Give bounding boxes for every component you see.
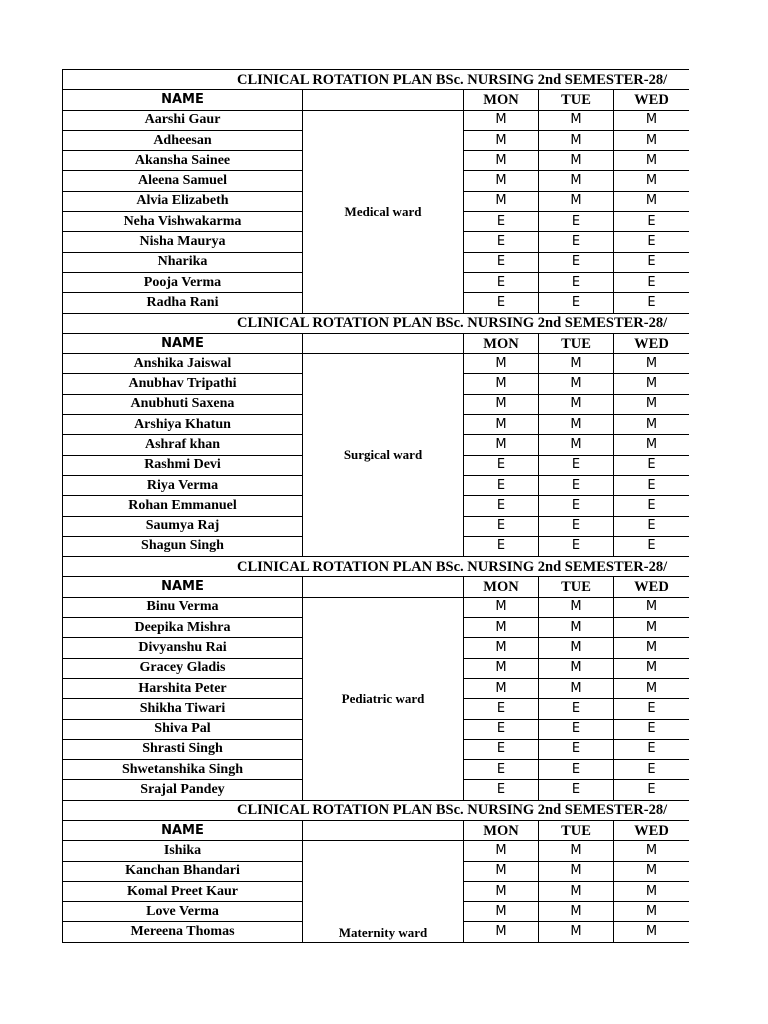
student-name: Anshika Jaiswal: [63, 354, 303, 374]
tue-shift: E: [539, 536, 614, 556]
tue-shift: E: [539, 699, 614, 719]
tue-shift: M: [539, 658, 614, 678]
wed-shift: E: [614, 780, 690, 800]
mon-shift: E: [464, 232, 539, 252]
mon-shift: E: [464, 252, 539, 272]
name-column-header: NAME: [63, 90, 303, 110]
section-title: CLINICAL ROTATION PLAN BSc. NURSING 2nd SEMESTER-28/: [63, 557, 690, 577]
student-name: Srajal Pandey: [63, 780, 303, 800]
tue-shift: M: [539, 841, 614, 861]
student-name: Harshita Peter: [63, 678, 303, 698]
student-name: Divyanshu Rai: [63, 638, 303, 658]
wed-column-header: WED: [614, 90, 690, 110]
student-name: Komal Preet Kaur: [63, 881, 303, 901]
tue-shift: E: [539, 719, 614, 739]
tue-shift: M: [539, 881, 614, 901]
tue-shift: E: [539, 252, 614, 272]
tue-shift: E: [539, 780, 614, 800]
student-name: Shikha Tiwari: [63, 699, 303, 719]
tue-shift: M: [539, 130, 614, 150]
wed-shift: M: [614, 394, 690, 414]
mon-shift: M: [464, 618, 539, 638]
wed-shift: M: [614, 658, 690, 678]
student-name: Neha Vishwakarma: [63, 212, 303, 232]
wed-shift: E: [614, 699, 690, 719]
name-column-header: NAME: [63, 820, 303, 840]
student-name: Kanchan Bhandari: [63, 861, 303, 881]
wed-shift: E: [614, 272, 690, 292]
table-row: [63, 354, 690, 374]
student-name: Nisha Maurya: [63, 232, 303, 252]
wed-column-header: WED: [614, 820, 690, 840]
student-name: Shwetanshika Singh: [63, 760, 303, 780]
wed-shift: M: [614, 435, 690, 455]
mon-shift: M: [464, 638, 539, 658]
wed-shift: E: [614, 536, 690, 556]
student-name: Riya Verma: [63, 475, 303, 495]
mon-shift: M: [464, 922, 539, 942]
student-name: Pooja Verma: [63, 272, 303, 292]
tue-shift: M: [539, 110, 614, 130]
wed-shift: M: [614, 191, 690, 211]
mon-shift: M: [464, 841, 539, 861]
student-name: Anubhuti Saxena: [63, 394, 303, 414]
tue-column-header: TUE: [539, 333, 614, 353]
tue-shift: M: [539, 597, 614, 617]
student-name: Shrasti Singh: [63, 739, 303, 759]
wed-shift: M: [614, 618, 690, 638]
mon-shift: E: [464, 293, 539, 313]
tue-shift: M: [539, 861, 614, 881]
tue-shift: M: [539, 191, 614, 211]
wed-shift: M: [614, 354, 690, 374]
student-name: Rohan Emmanuel: [63, 496, 303, 516]
tue-shift: M: [539, 415, 614, 435]
wed-shift: E: [614, 252, 690, 272]
wed-shift: E: [614, 496, 690, 516]
mon-shift: M: [464, 415, 539, 435]
mon-column-header: MON: [464, 577, 539, 597]
tue-shift: E: [539, 232, 614, 252]
student-name: Gracey Gladis: [63, 658, 303, 678]
student-name: Adheesan: [63, 130, 303, 150]
wed-shift: M: [614, 415, 690, 435]
tue-shift: E: [539, 739, 614, 759]
mon-shift: E: [464, 536, 539, 556]
wed-shift: E: [614, 212, 690, 232]
section-title: CLINICAL ROTATION PLAN BSc. NURSING 2nd SEMESTER-28/: [63, 800, 690, 820]
rotation-plan-table: [62, 69, 689, 943]
wed-shift: E: [614, 739, 690, 759]
mon-column-header: MON: [464, 820, 539, 840]
mon-shift: E: [464, 272, 539, 292]
student-name: Rashmi Devi: [63, 455, 303, 475]
mon-shift: E: [464, 475, 539, 495]
mon-shift: M: [464, 881, 539, 901]
ward-label: Surgical ward: [303, 354, 464, 557]
tue-shift: M: [539, 171, 614, 191]
student-name: Love Verma: [63, 902, 303, 922]
tue-shift: E: [539, 516, 614, 536]
wed-column-header: WED: [614, 333, 690, 353]
header-row: [63, 820, 690, 840]
student-name: Saumya Raj: [63, 516, 303, 536]
student-name: Deepika Mishra: [63, 618, 303, 638]
mon-shift: E: [464, 760, 539, 780]
tue-shift: M: [539, 394, 614, 414]
mon-shift: M: [464, 374, 539, 394]
rotation-plan-body: [63, 70, 690, 943]
rotation-plan-sheet: [62, 69, 689, 943]
student-name: Alvia Elizabeth: [63, 191, 303, 211]
wed-shift: E: [614, 719, 690, 739]
mon-shift: M: [464, 658, 539, 678]
student-name: Binu Verma: [63, 597, 303, 617]
tue-shift: E: [539, 272, 614, 292]
wed-shift: M: [614, 171, 690, 191]
section-title: CLINICAL ROTATION PLAN BSc. NURSING 2nd SEMESTER-28/: [63, 70, 690, 90]
mon-shift: M: [464, 902, 539, 922]
mon-shift: M: [464, 597, 539, 617]
header-row: [63, 90, 690, 110]
wed-shift: E: [614, 475, 690, 495]
wed-shift: M: [614, 841, 690, 861]
section-title-row: [63, 800, 690, 820]
tue-shift: M: [539, 435, 614, 455]
ward-column-header: [303, 577, 464, 597]
name-column-header: NAME: [63, 577, 303, 597]
student-name: Ashraf khan: [63, 435, 303, 455]
student-name: Akansha Sainee: [63, 151, 303, 171]
tue-column-header: TUE: [539, 577, 614, 597]
mon-shift: M: [464, 394, 539, 414]
wed-shift: M: [614, 861, 690, 881]
tue-shift: M: [539, 902, 614, 922]
wed-shift: E: [614, 293, 690, 313]
tue-column-header: TUE: [539, 820, 614, 840]
student-name: Aleena Samuel: [63, 171, 303, 191]
ward-label: Maternity ward: [303, 841, 464, 942]
tue-shift: M: [539, 678, 614, 698]
student-name: Anubhav Tripathi: [63, 374, 303, 394]
mon-shift: M: [464, 191, 539, 211]
student-name: Mereena Thomas: [63, 922, 303, 942]
wed-shift: M: [614, 902, 690, 922]
tue-column-header: TUE: [539, 90, 614, 110]
tue-shift: M: [539, 151, 614, 171]
wed-shift: M: [614, 374, 690, 394]
mon-shift: E: [464, 780, 539, 800]
student-name: Nharika: [63, 252, 303, 272]
ward-label: Pediatric ward: [303, 597, 464, 800]
mon-shift: E: [464, 496, 539, 516]
wed-shift: M: [614, 638, 690, 658]
mon-shift: E: [464, 455, 539, 475]
tue-shift: E: [539, 496, 614, 516]
mon-shift: M: [464, 151, 539, 171]
student-name: Arshiya Khatun: [63, 415, 303, 435]
tue-shift: E: [539, 475, 614, 495]
mon-shift: M: [464, 130, 539, 150]
mon-shift: E: [464, 516, 539, 536]
mon-shift: M: [464, 110, 539, 130]
mon-shift: E: [464, 212, 539, 232]
mon-shift: E: [464, 719, 539, 739]
tue-shift: E: [539, 293, 614, 313]
table-row: [63, 841, 690, 861]
section-title-row: [63, 70, 690, 90]
mon-shift: E: [464, 739, 539, 759]
mon-shift: M: [464, 861, 539, 881]
table-row: [63, 597, 690, 617]
section-title-row: [63, 557, 690, 577]
wed-shift: M: [614, 922, 690, 942]
wed-column-header: WED: [614, 577, 690, 597]
tue-shift: E: [539, 212, 614, 232]
mon-shift: M: [464, 171, 539, 191]
header-row: [63, 577, 690, 597]
tue-shift: M: [539, 922, 614, 942]
wed-shift: E: [614, 232, 690, 252]
mon-shift: M: [464, 354, 539, 374]
tue-shift: M: [539, 374, 614, 394]
student-name: Aarshi Gaur: [63, 110, 303, 130]
mon-shift: M: [464, 678, 539, 698]
student-name: Ishika: [63, 841, 303, 861]
name-column-header: NAME: [63, 333, 303, 353]
header-row: [63, 333, 690, 353]
tue-shift: M: [539, 638, 614, 658]
mon-shift: E: [464, 699, 539, 719]
student-name: Radha Rani: [63, 293, 303, 313]
ward-column-header: [303, 333, 464, 353]
wed-shift: E: [614, 455, 690, 475]
tue-shift: E: [539, 760, 614, 780]
student-name: Shagun Singh: [63, 536, 303, 556]
mon-column-header: MON: [464, 333, 539, 353]
wed-shift: E: [614, 760, 690, 780]
section-title-row: [63, 313, 690, 333]
tue-shift: M: [539, 618, 614, 638]
tue-shift: M: [539, 354, 614, 374]
section-title: CLINICAL ROTATION PLAN BSc. NURSING 2nd SEMESTER-28/: [63, 313, 690, 333]
tue-shift: E: [539, 455, 614, 475]
wed-shift: M: [614, 151, 690, 171]
ward-column-header: [303, 90, 464, 110]
mon-shift: M: [464, 435, 539, 455]
mon-column-header: MON: [464, 90, 539, 110]
ward-label: Medical ward: [303, 110, 464, 313]
wed-shift: M: [614, 110, 690, 130]
wed-shift: M: [614, 597, 690, 617]
wed-shift: M: [614, 130, 690, 150]
wed-shift: E: [614, 516, 690, 536]
wed-shift: M: [614, 678, 690, 698]
student-name: Shiva Pal: [63, 719, 303, 739]
table-row: [63, 110, 690, 130]
ward-column-header: [303, 820, 464, 840]
wed-shift: M: [614, 881, 690, 901]
